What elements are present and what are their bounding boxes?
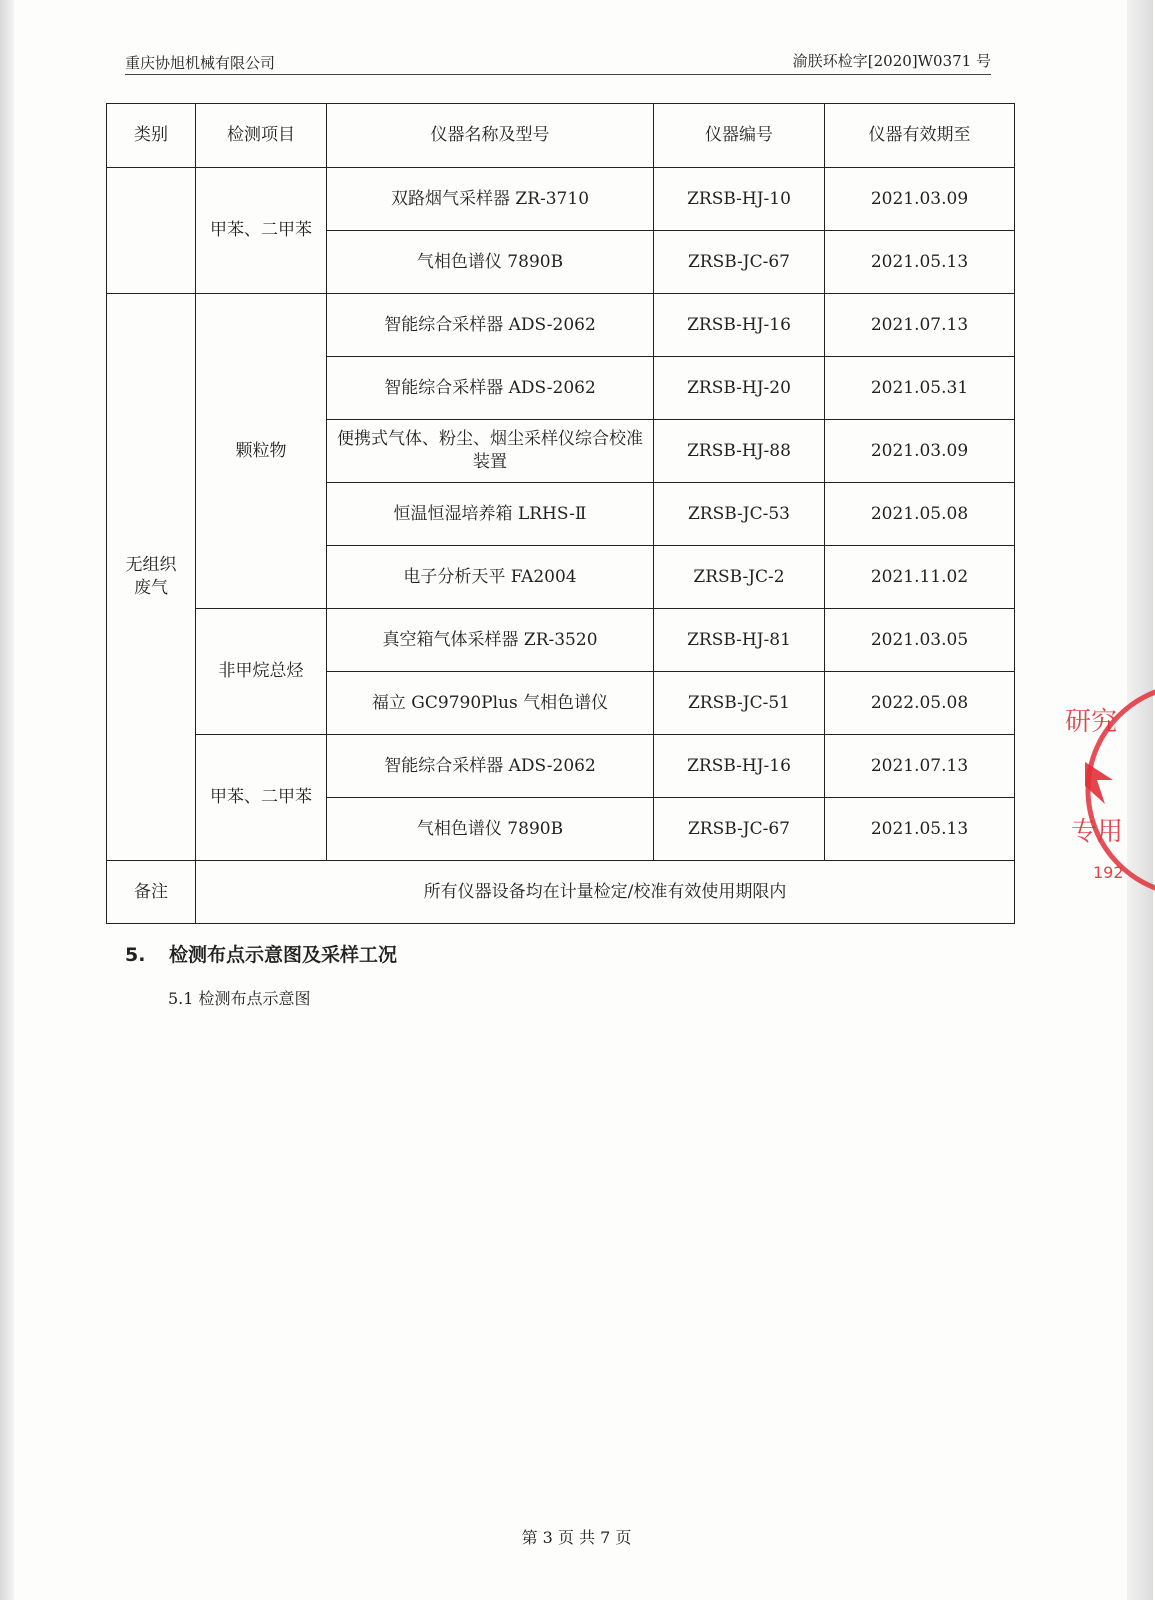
remark-text: 所有仪器设备均在计量检定/校准有效使用期限内 bbox=[196, 861, 1015, 924]
code-cell: ZRSB-HJ-20 bbox=[654, 357, 825, 420]
instrument-table bbox=[106, 103, 1015, 924]
expiry-cell: 2021.03.09 bbox=[825, 420, 1015, 483]
item-cell: 甲苯、二甲苯 bbox=[196, 735, 327, 861]
instrument-cell: 智能综合采样器 ADS-2062 bbox=[327, 735, 654, 798]
instrument-cell: 气相色谱仪 7890B bbox=[327, 231, 654, 294]
seal-stamp bbox=[1065, 680, 1155, 890]
expiry-cell: 2021.07.13 bbox=[825, 735, 1015, 798]
expiry-cell: 2021.05.13 bbox=[825, 798, 1015, 861]
instrument-cell: 智能综合采样器 ADS-2062 bbox=[327, 357, 654, 420]
code-cell: ZRSB-HJ-16 bbox=[654, 294, 825, 357]
expiry-cell: 2021.07.13 bbox=[825, 294, 1015, 357]
header-item: 检测项目 bbox=[196, 104, 327, 168]
expiry-cell: 2021.03.05 bbox=[825, 609, 1015, 672]
stamp-text-top: 研究 bbox=[1065, 707, 1118, 737]
table-row bbox=[107, 609, 1015, 672]
instrument-cell: 电子分析天平 FA2004 bbox=[327, 546, 654, 609]
item-cell: 颗粒物 bbox=[196, 294, 327, 609]
section-title bbox=[125, 940, 397, 967]
header-expiry: 仪器有效期至 bbox=[825, 104, 1015, 168]
category-cell-empty bbox=[107, 168, 196, 294]
stamp-text-mid: 专用 bbox=[1071, 817, 1124, 847]
instrument-cell: 智能综合采样器 ADS-2062 bbox=[327, 294, 654, 357]
instrument-cell: 福立 GC9790Plus 气相色谱仪 bbox=[327, 672, 654, 735]
item-cell: 甲苯、二甲苯 bbox=[196, 168, 327, 294]
subsection-title: 5.1 检测布点示意图 bbox=[168, 989, 311, 1008]
section-number: 5. bbox=[125, 944, 146, 966]
page-footer: 第 3 页 共 7 页 bbox=[521, 1528, 632, 1547]
table-row bbox=[107, 735, 1015, 798]
instrument-cell: 便携式气体、粉尘、烟尘采样仪综合校准装置 bbox=[327, 420, 654, 483]
company-name: 重庆协旭机械有限公司 bbox=[125, 54, 276, 72]
report-number: 渝朕环检字[2020]W0371 号 bbox=[792, 52, 991, 70]
code-cell: ZRSB-HJ-88 bbox=[654, 420, 825, 483]
expiry-cell: 2022.05.08 bbox=[825, 672, 1015, 735]
instrument-cell: 恒温恒湿培养箱 LRHS-Ⅱ bbox=[327, 483, 654, 546]
instrument-cell: 双路烟气采样器 ZR-3710 bbox=[327, 168, 654, 231]
table-row bbox=[107, 168, 1015, 231]
instrument-cell: 气相色谱仪 7890B bbox=[327, 798, 654, 861]
code-cell: ZRSB-JC-67 bbox=[654, 231, 825, 294]
expiry-cell: 2021.03.09 bbox=[825, 168, 1015, 231]
instrument-cell: 真空箱气体采样器 ZR-3520 bbox=[327, 609, 654, 672]
header-category: 类别 bbox=[107, 104, 196, 168]
section-title-text: 检测布点示意图及采样工况 bbox=[169, 944, 398, 966]
header-instrument: 仪器名称及型号 bbox=[327, 104, 654, 168]
table-row bbox=[107, 294, 1015, 357]
expiry-cell: 2021.05.08 bbox=[825, 483, 1015, 546]
stamp-text-bottom: 192 bbox=[1093, 863, 1124, 882]
code-cell: ZRSB-JC-53 bbox=[654, 483, 825, 546]
code-cell: ZRSB-JC-51 bbox=[654, 672, 825, 735]
expiry-cell: 2021.05.31 bbox=[825, 357, 1015, 420]
page-header bbox=[125, 50, 991, 75]
code-cell: ZRSB-HJ-10 bbox=[654, 168, 825, 231]
header-code: 仪器编号 bbox=[654, 104, 825, 168]
code-cell: ZRSB-JC-67 bbox=[654, 798, 825, 861]
code-cell: ZRSB-HJ-81 bbox=[654, 609, 825, 672]
item-cell: 非甲烷总烃 bbox=[196, 609, 327, 735]
remark-row bbox=[107, 861, 1015, 924]
code-cell: ZRSB-JC-2 bbox=[654, 546, 825, 609]
expiry-cell: 2021.05.13 bbox=[825, 231, 1015, 294]
expiry-cell: 2021.11.02 bbox=[825, 546, 1015, 609]
category-cell: 无组织废气 bbox=[107, 294, 196, 861]
code-cell: ZRSB-HJ-16 bbox=[654, 735, 825, 798]
page-edge-left bbox=[0, 0, 14, 1600]
remark-label: 备注 bbox=[107, 861, 196, 924]
table-header-row bbox=[107, 104, 1015, 168]
